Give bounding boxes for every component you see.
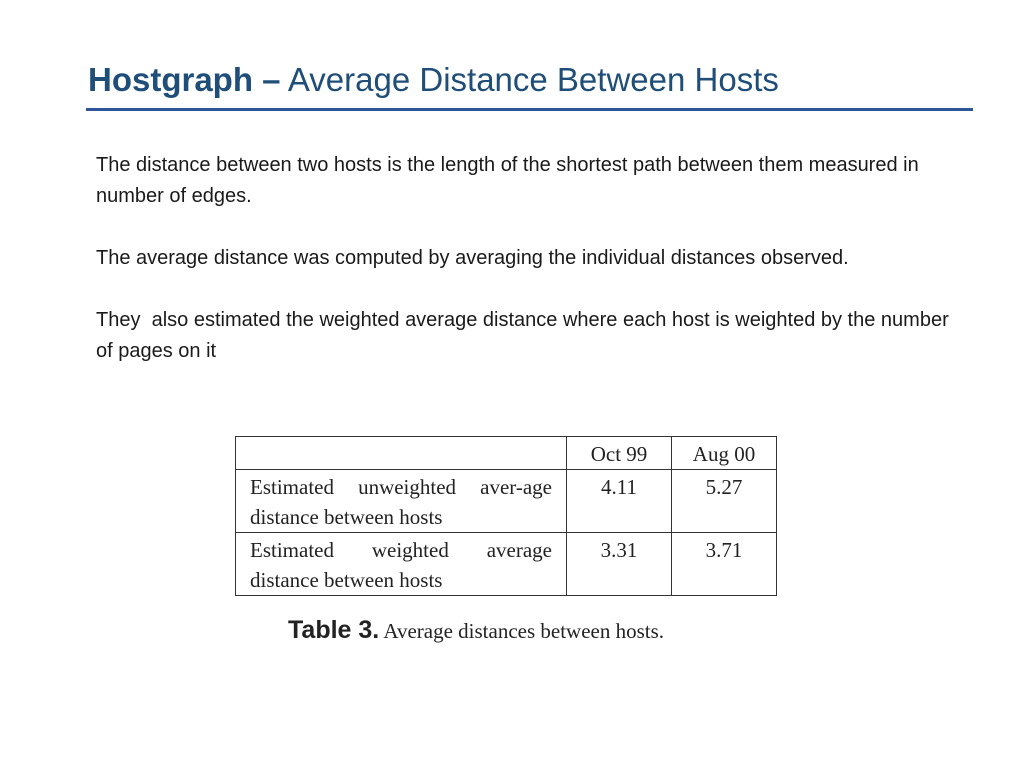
title-bold-part: Hostgraph – (88, 61, 281, 98)
cell-unweighted-aug00: 5.27 (672, 470, 777, 533)
table-row (236, 470, 777, 533)
paragraph-distance-definition: The distance between two hosts is the length of the shortest path between them measured in number of edges. (96, 154, 925, 207)
table-header-aug00: Aug 00 (672, 437, 777, 470)
row-label-weighted: Estimated weighted average distance between hosts (236, 533, 567, 596)
table-row (236, 533, 777, 596)
slide-title (88, 56, 779, 104)
table-header-oct99: Oct 99 (567, 437, 672, 470)
body-text (96, 150, 956, 398)
row-label-unweighted: Estimated unweighted aver-age distance between hosts (236, 470, 567, 533)
caption-label: Table 3. (288, 616, 380, 644)
cell-weighted-oct99: 3.31 (567, 533, 672, 596)
table-header-row (236, 437, 777, 470)
title-underline (86, 108, 973, 111)
paragraph-weighted-distance: They also estimated the weighted average distance where each host is weighted by the number of pages on it (96, 309, 955, 362)
table-header-empty (236, 437, 567, 470)
paragraph-average-distance: The average distance was computed by averaging the individual distances observed. (96, 247, 849, 269)
cell-weighted-aug00: 3.71 (672, 533, 777, 596)
title-rest-part: Average Distance Between Hosts (280, 61, 779, 98)
table-caption (288, 616, 664, 645)
distance-table (235, 436, 777, 596)
cell-unweighted-oct99: 4.11 (567, 470, 672, 533)
caption-text: Average distances between hosts. (379, 619, 665, 643)
